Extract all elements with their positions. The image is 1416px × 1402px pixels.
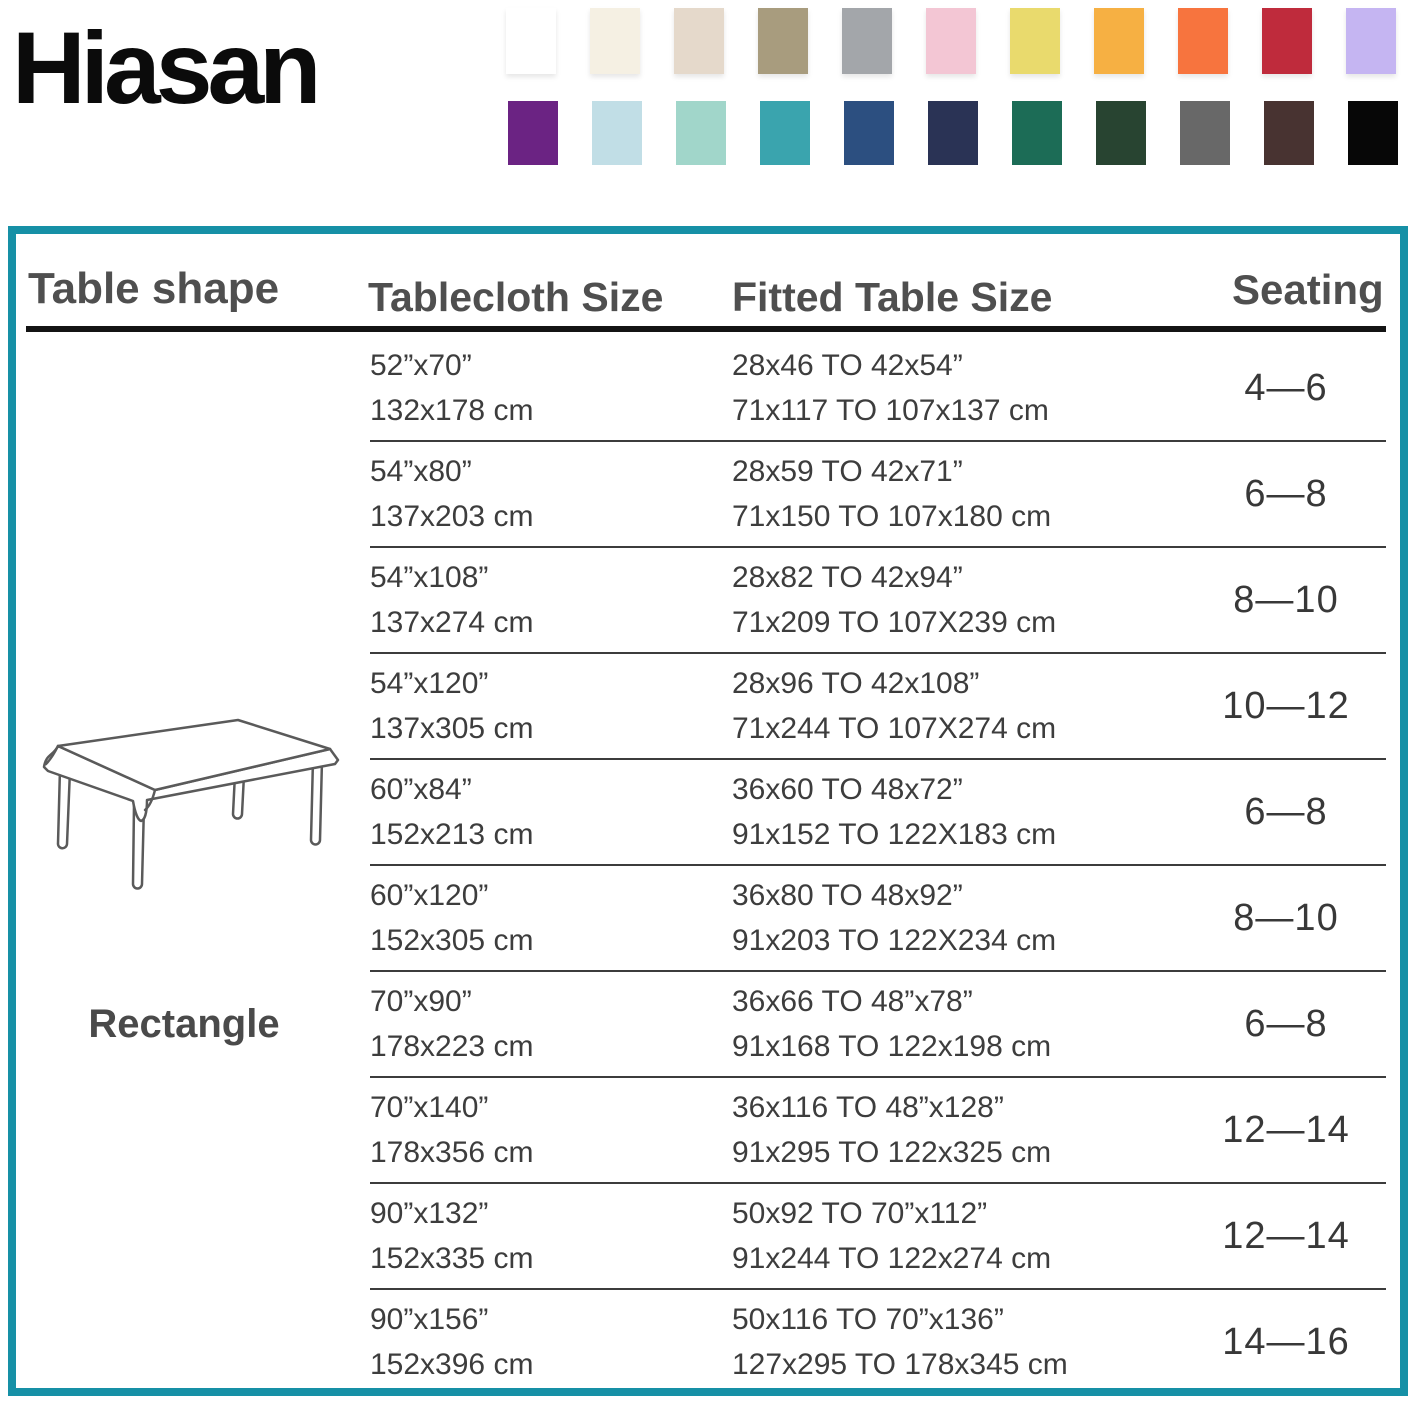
tablecloth-size-cm: 137x274 cm bbox=[370, 606, 534, 639]
column-header-table-shape: Table shape bbox=[28, 264, 280, 313]
fitted-size-inches: 28x59 TO 42x71” bbox=[732, 455, 963, 488]
size-row-7 bbox=[370, 972, 1386, 1078]
tablecloth-size-inches: 90”x156” bbox=[370, 1303, 489, 1336]
size-row-4 bbox=[370, 654, 1386, 760]
tablecloth-size-cm: 137x305 cm bbox=[370, 712, 534, 745]
color-swatch-grey bbox=[842, 8, 892, 74]
size-row-5 bbox=[370, 760, 1386, 866]
table-shape-label: Rectangle bbox=[88, 1002, 280, 1046]
fitted-size-inches: 28x46 TO 42x54” bbox=[732, 349, 963, 382]
seating-range: 10—12 bbox=[1222, 684, 1350, 727]
tablecloth-size-inches: 54”x108” bbox=[370, 561, 489, 594]
size-chart-panel bbox=[8, 226, 1408, 1396]
color-swatch-gold bbox=[1094, 8, 1144, 74]
fitted-size-cm: 91x152 TO 122X183 cm bbox=[732, 818, 1057, 851]
fitted-size-cm: 71x150 TO 107x180 cm bbox=[732, 500, 1052, 533]
size-row-9 bbox=[370, 1184, 1386, 1290]
color-swatch-red bbox=[1262, 8, 1312, 74]
color-swatch-teal bbox=[760, 101, 810, 165]
brand-logo: Hiasan bbox=[12, 11, 317, 125]
tablecloth-size-cm: 152x305 cm bbox=[370, 924, 534, 957]
seating-range: 6—8 bbox=[1244, 472, 1328, 515]
color-swatch-purple bbox=[508, 101, 558, 165]
color-swatch-navy bbox=[928, 101, 978, 165]
color-swatch-pink bbox=[926, 8, 976, 74]
fitted-size-inches: 36x80 TO 48x92” bbox=[732, 879, 963, 912]
fitted-size-cm: 91x244 TO 122x274 cm bbox=[732, 1242, 1052, 1275]
color-swatch-orange bbox=[1178, 8, 1228, 74]
color-swatch-khaki bbox=[758, 8, 808, 74]
size-row-8 bbox=[370, 1078, 1386, 1184]
size-row-2 bbox=[370, 442, 1386, 548]
color-swatch-light-blue bbox=[592, 101, 642, 165]
seating-range: 6—8 bbox=[1244, 790, 1328, 833]
color-swatch-hunter-green bbox=[1012, 101, 1062, 165]
seating-range: 12—14 bbox=[1222, 1108, 1350, 1151]
color-swatch-dark-grey bbox=[1180, 101, 1230, 165]
tablecloth-size-cm: 178x356 cm bbox=[370, 1136, 534, 1169]
seating-range: 4—6 bbox=[1244, 366, 1328, 409]
seating-range: 6—8 bbox=[1244, 1002, 1328, 1045]
size-row-10 bbox=[370, 1290, 1386, 1394]
color-swatch-lavender bbox=[1346, 8, 1396, 74]
color-swatch-dark-green bbox=[1096, 101, 1146, 165]
size-row-3 bbox=[370, 548, 1386, 654]
color-swatch-row-bottom bbox=[508, 101, 1398, 165]
size-row-6 bbox=[370, 866, 1386, 972]
header-underline bbox=[26, 326, 1386, 332]
tablecloth-size-inches: 60”x84” bbox=[370, 773, 472, 806]
fitted-size-inches: 28x82 TO 42x94” bbox=[732, 561, 963, 594]
color-swatch-ivory bbox=[590, 8, 640, 74]
fitted-size-inches: 50x92 TO 70”x112” bbox=[732, 1197, 988, 1230]
tablecloth-size-inches: 60”x120” bbox=[370, 879, 489, 912]
seating-range: 14—16 bbox=[1222, 1320, 1350, 1363]
fitted-size-cm: 71x209 TO 107X239 cm bbox=[732, 606, 1057, 639]
fitted-size-cm: 91x168 TO 122x198 cm bbox=[732, 1030, 1052, 1063]
fitted-size-cm: 71x117 TO 107x137 cm bbox=[732, 394, 1049, 427]
fitted-size-cm: 127x295 TO 178x345 cm bbox=[732, 1348, 1068, 1381]
color-swatch-beige bbox=[674, 8, 724, 74]
fitted-size-inches: 50x116 TO 70”x136” bbox=[732, 1303, 1004, 1336]
fitted-size-inches: 28x96 TO 42x108” bbox=[732, 667, 980, 700]
color-swatch-aqua bbox=[676, 101, 726, 165]
seating-range: 8—10 bbox=[1233, 578, 1339, 621]
tablecloth-size-inches: 54”x80” bbox=[370, 455, 472, 488]
color-swatch-black bbox=[1348, 101, 1398, 165]
tablecloth-size-cm: 152x213 cm bbox=[370, 818, 534, 851]
tablecloth-size-inches: 54”x120” bbox=[370, 667, 489, 700]
seating-range: 8—10 bbox=[1233, 896, 1339, 939]
color-swatch-navy-blue bbox=[844, 101, 894, 165]
tablecloth-size-cm: 152x396 cm bbox=[370, 1348, 534, 1381]
color-swatch-row-top bbox=[506, 8, 1396, 74]
color-swatch-white bbox=[506, 8, 556, 74]
color-swatch-chocolate bbox=[1264, 101, 1314, 165]
tablecloth-size-cm: 178x223 cm bbox=[370, 1030, 534, 1063]
fitted-size-inches: 36x60 TO 48x72” bbox=[732, 773, 963, 806]
tablecloth-size-inches: 70”x90” bbox=[370, 985, 472, 1018]
rectangle-table-icon bbox=[30, 694, 340, 964]
tablecloth-size-inches: 70”x140” bbox=[370, 1091, 489, 1124]
fitted-size-cm: 71x244 TO 107X274 cm bbox=[732, 712, 1057, 745]
column-header-fitted-table-size: Fitted Table Size bbox=[732, 274, 1053, 320]
tablecloth-size-cm: 137x203 cm bbox=[370, 500, 534, 533]
tablecloth-size-cm: 152x335 cm bbox=[370, 1242, 534, 1275]
column-header-tablecloth-size: Tablecloth Size bbox=[368, 274, 664, 320]
fitted-size-inches: 36x116 TO 48”x128” bbox=[732, 1091, 1004, 1124]
seating-range: 12—14 bbox=[1222, 1214, 1350, 1257]
tablecloth-size-inches: 52”x70” bbox=[370, 349, 472, 382]
color-swatch-yellow bbox=[1010, 8, 1060, 74]
size-row-1 bbox=[370, 336, 1386, 442]
tablecloth-size-inches: 90”x132” bbox=[370, 1197, 489, 1230]
fitted-size-inches: 36x66 TO 48”x78” bbox=[732, 985, 973, 1018]
fitted-size-cm: 91x295 TO 122x325 cm bbox=[732, 1136, 1052, 1169]
column-header-seating: Seating bbox=[1232, 266, 1384, 313]
fitted-size-cm: 91x203 TO 122X234 cm bbox=[732, 924, 1057, 957]
tablecloth-size-cm: 132x178 cm bbox=[370, 394, 534, 427]
